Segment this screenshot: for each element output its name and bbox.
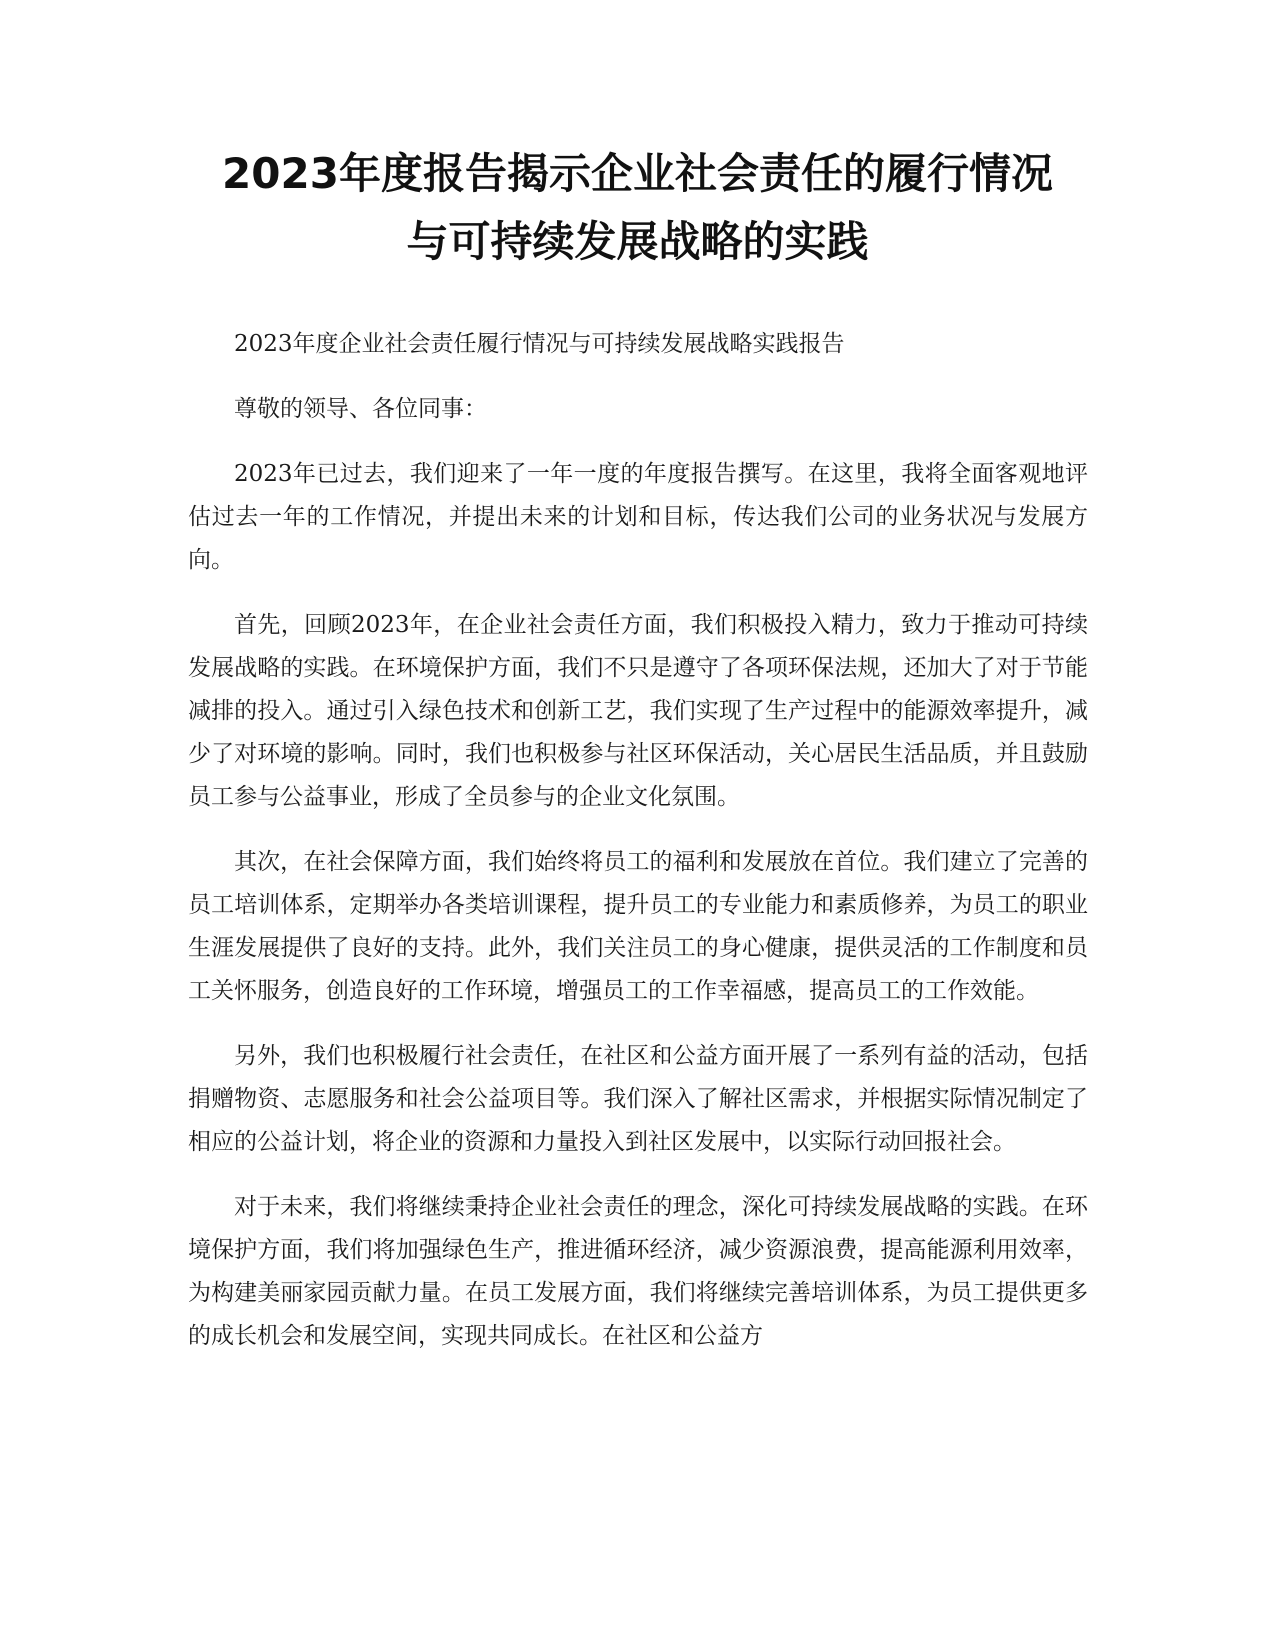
report-subtitle: 2023年度企业社会责任履行情况与可持续发展战略实践报告 [234,331,845,357]
paragraph-future: 对于未来，我们将继续秉持企业社会责任的理念，深化可持续发展战略的实践。在环境保护方面，我们将加强绿色生产，推进循环经济，减少资源浪费，提高能源利用效率，为构建美丽家园贡献力量。在员工发展方面，我们将继续完善培训体系，为员工提供更多的成长机会和发展空间，实现共同成长。在社区和公益方 [188,1194,1088,1349]
paragraph-intro: 2023年已过去，我们迎来了一年一度的年度报告撰写。在这里，我将全面客观地评估过去一年的工作情况，并提出未来的计划和目标，传达我们公司的业务状况与发展方向。 [188,461,1088,573]
salutation: 尊敬的领导、各位同事： [234,396,487,422]
paragraph-social-security: 其次，在社会保障方面，我们始终将员工的福利和发展放在首位。我们建立了完善的员工培训体系，定期举办各类培训课程，提升员工的专业能力和素质修养，为员工的职业生涯发展提供了良好的支持。此外，我们关注员工的身心健康，提供灵活的工作制度和员工关怀服务，创造良好的工作环境，增强员工的工作幸福感，提高员工的工作效能。 [188,849,1088,1004]
document-body [188,323,1088,1380]
document-title [150,140,1125,276]
title-line-1: 2023年度报告揭示企业社会责任的履行情况 [222,149,1053,198]
paragraph-community: 另外，我们也积极履行社会责任，在社区和公益方面开展了一系列有益的活动，包括捐赠物资、志愿服务和社会公益项目等。我们深入了解社区需求，并根据实际情况制定了相应的公益计划，将企业的资源和力量投入到社区发展中，以实际行动回报社会。 [188,1043,1088,1155]
paragraph-environment: 首先，回顾2023年，在企业社会责任方面，我们积极投入精力，致力于推动可持续发展战略的实践。在环境保护方面，我们不只是遵守了各项环保法规，还加大了对于节能减排的投入。通过引入绿色技术和创新工艺，我们实现了生产过程中的能源效率提升，减少了对环境的影响。同时，我们也积极参与社区环保活动，关心居民生活品质，并且鼓励员工参与公益事业，形成了全员参与的企业文化氛围。 [188,612,1088,810]
title-line-2: 与可持续发展战略的实践 [406,217,869,266]
